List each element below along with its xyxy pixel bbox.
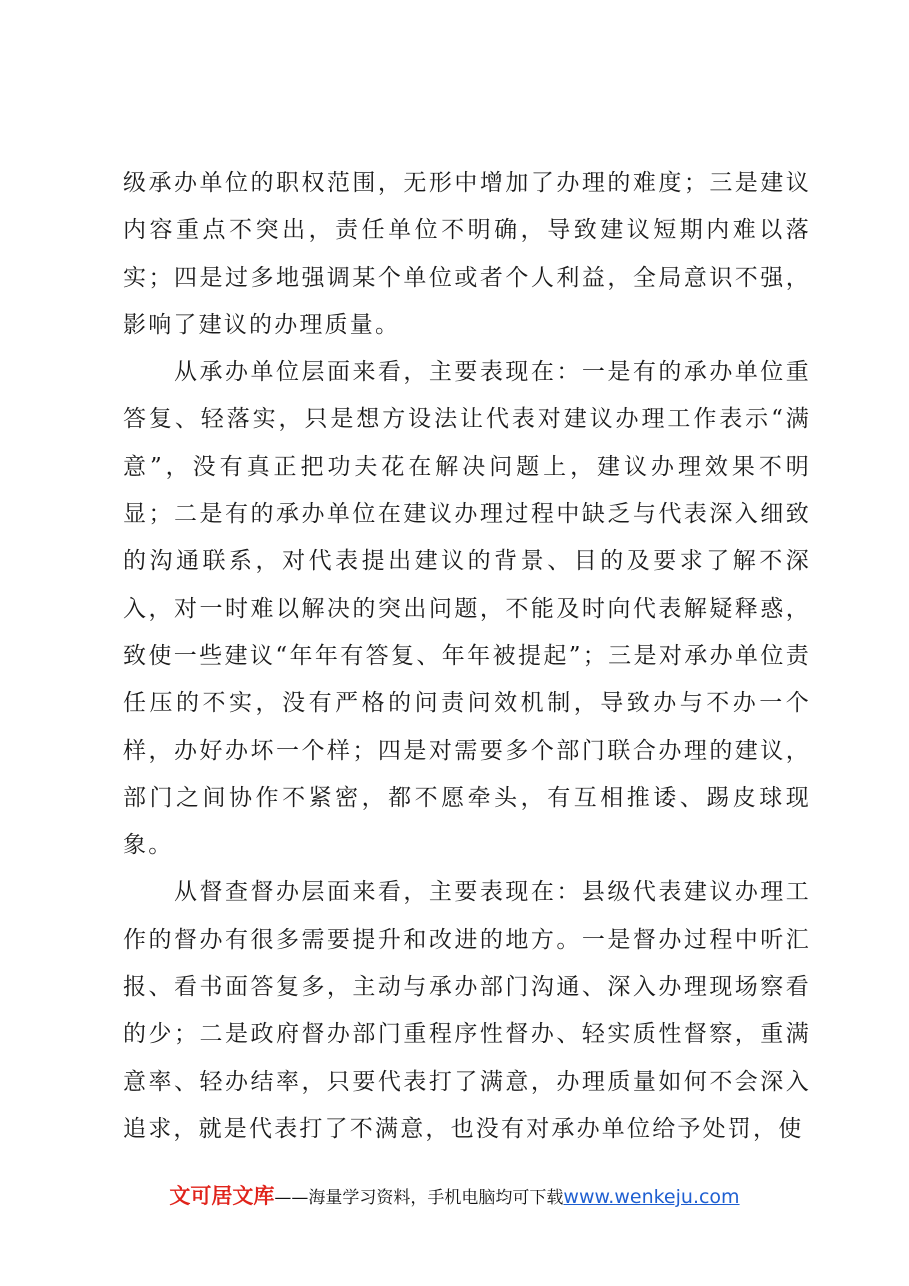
footer-website-link[interactable]: www.wenkeju.com [563, 1186, 740, 1208]
paragraph-supervision: 从督查督办层面来看，主要表现在：县级代表建议办理工作的督办有很多需要提升和改进的地方。一是督办过程中听汇报、看书面答复多，主动与承办部门沟通、深入办理现场察看的少；二是政府督办部门重程序性督办、轻实质性督察，重满意率、轻办结率，只要代表打了满意，办理质量如何不会深入追求，就是代表打了不满意，也没有对承办单位给予处罚，使 [123, 879, 811, 1142]
footer-brand: 文可居文库 [169, 1184, 275, 1208]
paragraph-undertaking-units: 从承办单位层面来看，主要表现在：一是有的承办单位重答复、轻落实，只是想方设法让代表对建议办理工作表示“满意”，没有真正把功夫花在解决问题上，建议办理效果不明显；二是有的承办单位在建议办理过程中缺乏与代表深入细致的沟通联系，对代表提出建议的背景、目的及要求了解不深入，对一时难以解决的突出问题，不能及时向代表解疑释惑，致使一些建议“年年有答复、年年被提起”；三是对承办单位责任压的不实，没有严格的问责问效机制，导致办与不办一个样，办好办坏一个样；四是对需要多个部门联合办理的建议，部门之间协作不紧密，都不愿牵头，有互相推诿、踢皮球现象。 [123, 359, 811, 859]
footer-banner [0, 1180, 909, 1210]
document-body [123, 160, 811, 1153]
paragraph-continuation: 级承办单位的职权范围，无形中增加了办理的难度；三是建议内容重点不突出，责任单位不明确，导致建议短期内难以落实；四是过多地强调某个单位或者个人利益，全局意识不强，影响了建议的办理质量。 [123, 170, 811, 338]
footer-tagline: ——海量学习资料，手机电脑均可下载 [274, 1188, 564, 1208]
